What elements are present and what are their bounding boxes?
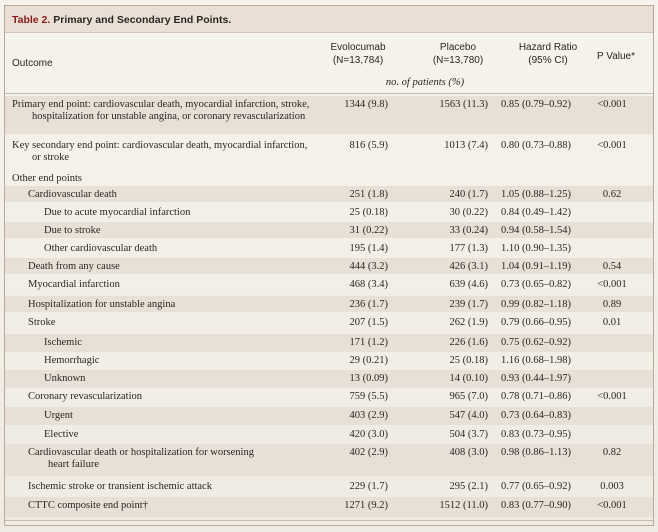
cell-evolocumab: 759 (5.5) — [349, 391, 388, 402]
table-row — [0, 388, 658, 406]
cell-outcome: Coronary revascularization — [28, 391, 142, 402]
cell-outcome: Myocardial infarction — [28, 279, 120, 290]
cell-outcome: Death from any cause — [28, 261, 120, 272]
cell-p-value: 0.01 — [602, 317, 622, 328]
cell-outcome: Ischemic — [44, 337, 82, 348]
cell-hazard-ratio: 0.94 (0.58–1.54) — [501, 225, 571, 236]
header-p-value: P Value* — [597, 51, 635, 62]
cell-evolocumab: 251 (1.8) — [349, 189, 388, 200]
table-row — [5, 407, 653, 425]
cell-hazard-ratio: 0.73 (0.65–0.82) — [501, 279, 571, 290]
cell-hazard-ratio: 0.78 (0.71–0.86) — [501, 391, 571, 402]
cell-evolocumab: 468 (3.4) — [349, 279, 388, 290]
cell-evolocumab: 31 (0.22) — [349, 225, 388, 236]
cell-placebo: 504 (3.7) — [449, 429, 488, 440]
cell-outcome: Primary end point: cardiovascular death, myocardial infarction, stroke, hospitalization for unstable angina, or coronary revascularization — [12, 99, 310, 122]
table-title-text: Primary and Secondary End Points. — [53, 14, 232, 26]
cell-placebo: 177 (1.3) — [449, 243, 488, 254]
table-row — [0, 426, 658, 444]
table-row — [0, 204, 658, 220]
cell-placebo: 547 (4.0) — [449, 410, 488, 421]
header-hazard-ratio-ci: (95% CI) — [528, 55, 568, 66]
cell-p-value: 0.62 — [602, 189, 622, 200]
cell-p-value: <0.001 — [597, 391, 627, 402]
header-evolocumab-name: Evolocumab — [330, 42, 386, 53]
table-row — [0, 137, 658, 165]
cell-placebo: 239 (1.7) — [449, 299, 488, 310]
cell-evolocumab: 25 (0.18) — [349, 207, 388, 218]
header-hazard-ratio — [500, 41, 596, 67]
cell-hazard-ratio: 0.98 (0.86–1.13) — [501, 447, 571, 458]
cell-p-value: 0.54 — [602, 261, 622, 272]
table-row — [0, 276, 658, 294]
cell-hazard-ratio: 0.93 (0.44–1.97) — [501, 373, 571, 384]
table-row — [5, 334, 653, 352]
cell-placebo: 226 (1.6) — [449, 337, 488, 348]
cell-outcome: Stroke — [28, 317, 56, 328]
table-row — [5, 222, 653, 238]
cell-p-value: 0.89 — [602, 299, 622, 310]
header-placebo-n: (N=13,780) — [432, 55, 484, 66]
cell-hazard-ratio: 0.83 (0.77–0.90) — [501, 500, 571, 511]
table-row — [0, 352, 658, 370]
cell-evolocumab: 402 (2.9) — [349, 447, 388, 458]
cell-outcome: Cardiovascular death or hospitalization for worsening heart failure — [28, 447, 254, 470]
cell-evolocumab: 403 (2.9) — [349, 410, 388, 421]
header-evolocumab-n: (N=13,784) — [332, 55, 384, 66]
cell-hazard-ratio: 1.04 (0.91–1.19) — [501, 261, 571, 272]
cell-evolocumab: 816 (5.9) — [349, 140, 388, 151]
table-row — [5, 296, 653, 312]
cell-evolocumab: 236 (1.7) — [349, 299, 388, 310]
header-hazard-ratio-name: Hazard Ratio — [518, 42, 578, 53]
header-evolocumab — [318, 41, 398, 67]
cell-evolocumab: 229 (1.7) — [349, 481, 388, 492]
cell-hazard-ratio: 0.75 (0.62–0.92) — [501, 337, 571, 348]
units-subheader: no. of patients (%) — [385, 77, 465, 88]
cell-placebo: 262 (1.9) — [449, 317, 488, 328]
cell-evolocumab: 444 (3.2) — [349, 261, 388, 272]
cell-outcome: Urgent — [44, 410, 73, 421]
cell-evolocumab: 1271 (9.2) — [344, 500, 388, 511]
table-row — [5, 258, 653, 274]
table-row — [5, 497, 653, 517]
cell-placebo: 639 (4.6) — [449, 279, 488, 290]
table-label: Table 2. — [12, 14, 51, 26]
cell-hazard-ratio: 0.99 (0.82–1.18) — [501, 299, 571, 310]
cell-outcome: Other end points — [12, 173, 82, 184]
header-rule — [5, 93, 653, 94]
cell-hazard-ratio: 0.85 (0.79–0.92) — [501, 99, 571, 110]
cell-hazard-ratio: 0.79 (0.66–0.95) — [501, 317, 571, 328]
table-row — [0, 314, 658, 332]
cell-outcome: Unknown — [44, 373, 86, 384]
bottom-rule — [5, 520, 653, 521]
cell-placebo: 30 (0.22) — [449, 207, 488, 218]
cell-evolocumab: 420 (3.0) — [349, 429, 388, 440]
cell-outcome: Key secondary end point: cardiovascular death, myocardial infarction, or stroke — [12, 140, 308, 163]
cell-outcome: Hemorrhagic — [44, 355, 100, 366]
cell-hazard-ratio: 0.73 (0.64–0.83) — [501, 410, 571, 421]
cell-evolocumab: 1344 (9.8) — [344, 99, 388, 110]
cell-hazard-ratio: 1.16 (0.68–1.98) — [501, 355, 571, 366]
cell-placebo: 1013 (7.4) — [444, 140, 488, 151]
cell-placebo: 295 (2.1) — [449, 481, 488, 492]
cell-p-value: 0.003 — [600, 481, 624, 492]
cell-hazard-ratio: 0.80 (0.73–0.88) — [501, 140, 571, 151]
cell-placebo: 1512 (11.0) — [439, 500, 488, 511]
cell-hazard-ratio: 0.84 (0.49–1.42) — [501, 207, 571, 218]
header-placebo — [418, 41, 498, 67]
cell-evolocumab: 195 (1.4) — [349, 243, 388, 254]
cell-p-value: 0.82 — [602, 447, 622, 458]
cell-outcome: Hospitalization for unstable angina — [28, 299, 176, 310]
cell-hazard-ratio: 0.77 (0.65–0.92) — [501, 481, 571, 492]
cell-outcome: Due to acute myocardial infarction — [44, 207, 191, 218]
cell-p-value: <0.001 — [597, 500, 627, 511]
cell-outcome: Other cardiovascular death — [44, 243, 158, 254]
table-title — [12, 14, 231, 26]
cell-p-value: <0.001 — [597, 140, 627, 151]
cell-outcome: Cardiovascular death — [28, 189, 117, 200]
cell-evolocumab: 171 (1.2) — [349, 337, 388, 348]
cell-evolocumab: 29 (0.21) — [349, 355, 388, 366]
cell-outcome: Ischemic stroke or transient ischemic attack — [28, 481, 212, 492]
cell-evolocumab: 13 (0.09) — [349, 373, 388, 384]
table-row — [5, 444, 653, 476]
table-row — [5, 96, 653, 134]
cell-placebo: 965 (7.0) — [449, 391, 488, 402]
table-row — [5, 186, 653, 202]
cell-placebo: 426 (3.1) — [449, 261, 488, 272]
table-row — [5, 370, 653, 388]
cell-placebo: 408 (3.0) — [449, 447, 488, 458]
table-row — [0, 240, 658, 256]
cell-evolocumab: 207 (1.5) — [349, 317, 388, 328]
cell-outcome: Elective — [44, 429, 79, 440]
table-row — [0, 170, 658, 184]
cell-p-value: <0.001 — [597, 99, 627, 110]
cell-placebo: 1563 (11.3) — [439, 99, 488, 110]
cell-outcome: Due to stroke — [44, 225, 101, 236]
header-outcome: Outcome — [12, 58, 53, 69]
header-placebo-name: Placebo — [439, 42, 477, 53]
cell-hazard-ratio: 1.10 (0.90–1.35) — [501, 243, 571, 254]
cell-placebo: 25 (0.18) — [449, 355, 488, 366]
cell-outcome: CTTC composite end point† — [28, 500, 148, 511]
cell-placebo: 33 (0.24) — [449, 225, 488, 236]
cell-placebo: 240 (1.7) — [449, 189, 488, 200]
cell-p-value: <0.001 — [597, 279, 627, 290]
cell-hazard-ratio: 1.05 (0.88–1.25) — [501, 189, 571, 200]
table-row — [0, 478, 658, 496]
cell-placebo: 14 (0.10) — [449, 373, 488, 384]
cell-hazard-ratio: 0.83 (0.73–0.95) — [501, 429, 571, 440]
